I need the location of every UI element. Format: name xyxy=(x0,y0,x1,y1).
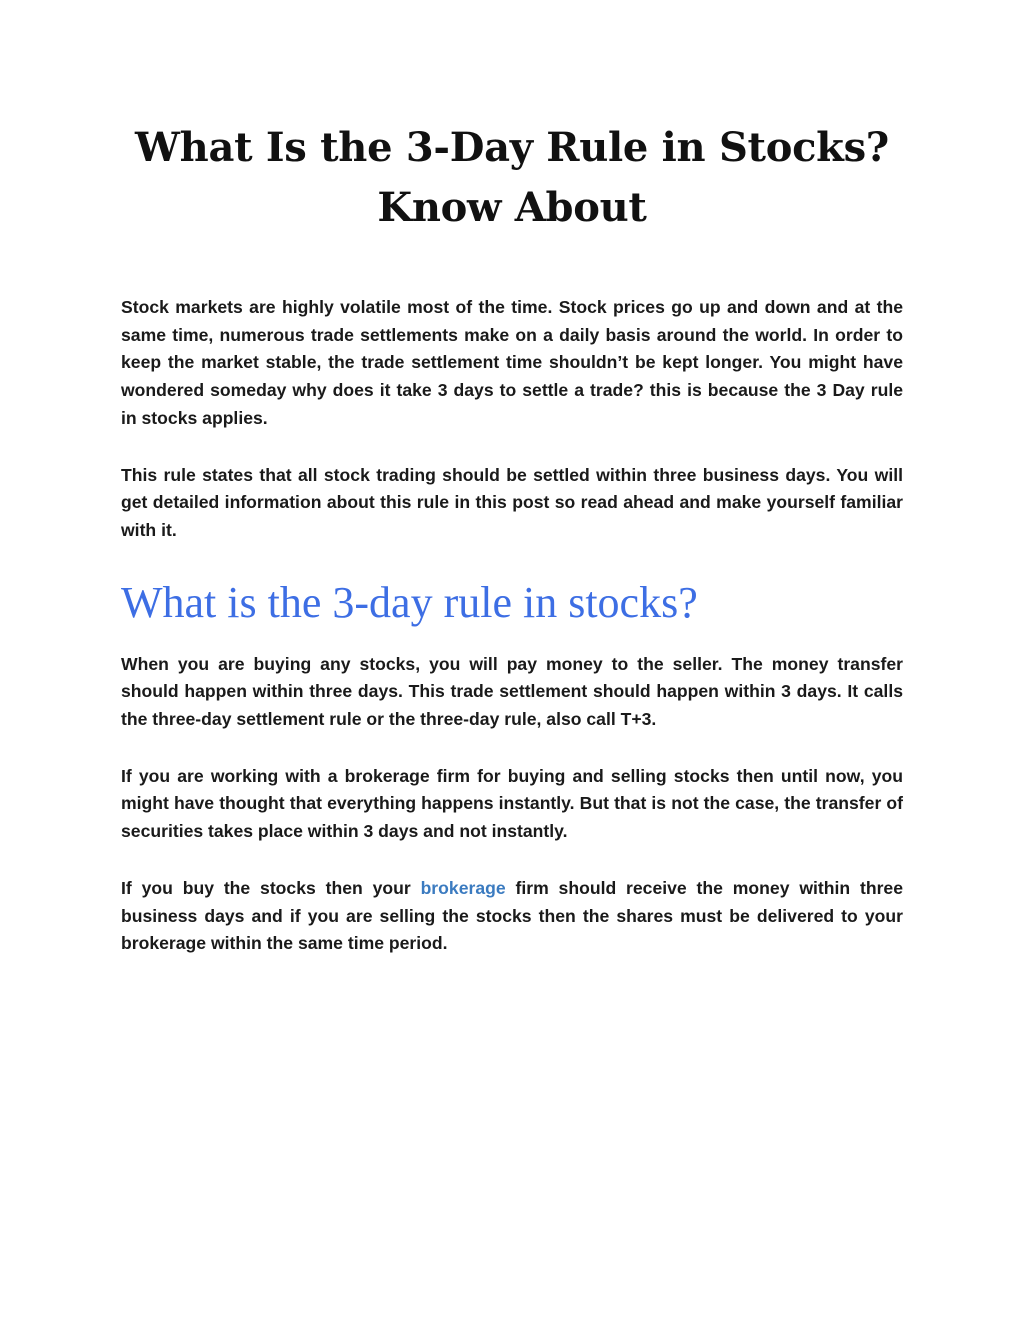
brokerage-link[interactable]: brokerage xyxy=(420,877,506,898)
document-content xyxy=(121,118,903,958)
section-paragraph-3-text-before-link: If you buy the stocks then your xyxy=(121,877,421,898)
document-title xyxy=(121,118,903,238)
intro-paragraph-2: This rule states that all stock trading should be settled within three business days. You will get detailed information about this rule in this post so read ahead and make yourself familiar with it. xyxy=(121,464,903,540)
intro-paragraph-1: Stock markets are highly volatile most of the time. Stock prices go up and down and at the same time, numerous trade settlements make on a daily basis around the world. In order to keep the market stable, the trade settlement time shouldn’t be kept longer. You might have wondered someday why does it take 3 days to settle a trade? this is because the 3 Day rule in stocks applies. xyxy=(121,297,903,428)
section-paragraph-2: If you are working with a brokerage firm for buying and selling stocks then until now, you might have thought that everything happens instantly. But that is not the case, the transfer of securities takes place within 3 days and not instantly. xyxy=(121,765,903,842)
document-title-line-2: Know About xyxy=(377,184,647,231)
section-paragraph-3 xyxy=(121,875,903,958)
section-paragraph-3-text-after-link: firm should receive the money within three business days and if you are selling the stocks then the shares must be delivered to your brokerage within the same time period. xyxy=(121,877,903,954)
section-heading: What is the 3-day rule in stocks? xyxy=(121,577,698,627)
section-paragraph-1: When you are buying any stocks, you will pay money to the seller. The money transfer should happen within three days. This trade settlement should happen within 3 days. It calls the three-day settlement rule or the three-day rule, also call T+3. xyxy=(121,653,903,730)
document-title-line-1: What Is the 3-Day Rule in Stocks? xyxy=(135,124,889,171)
